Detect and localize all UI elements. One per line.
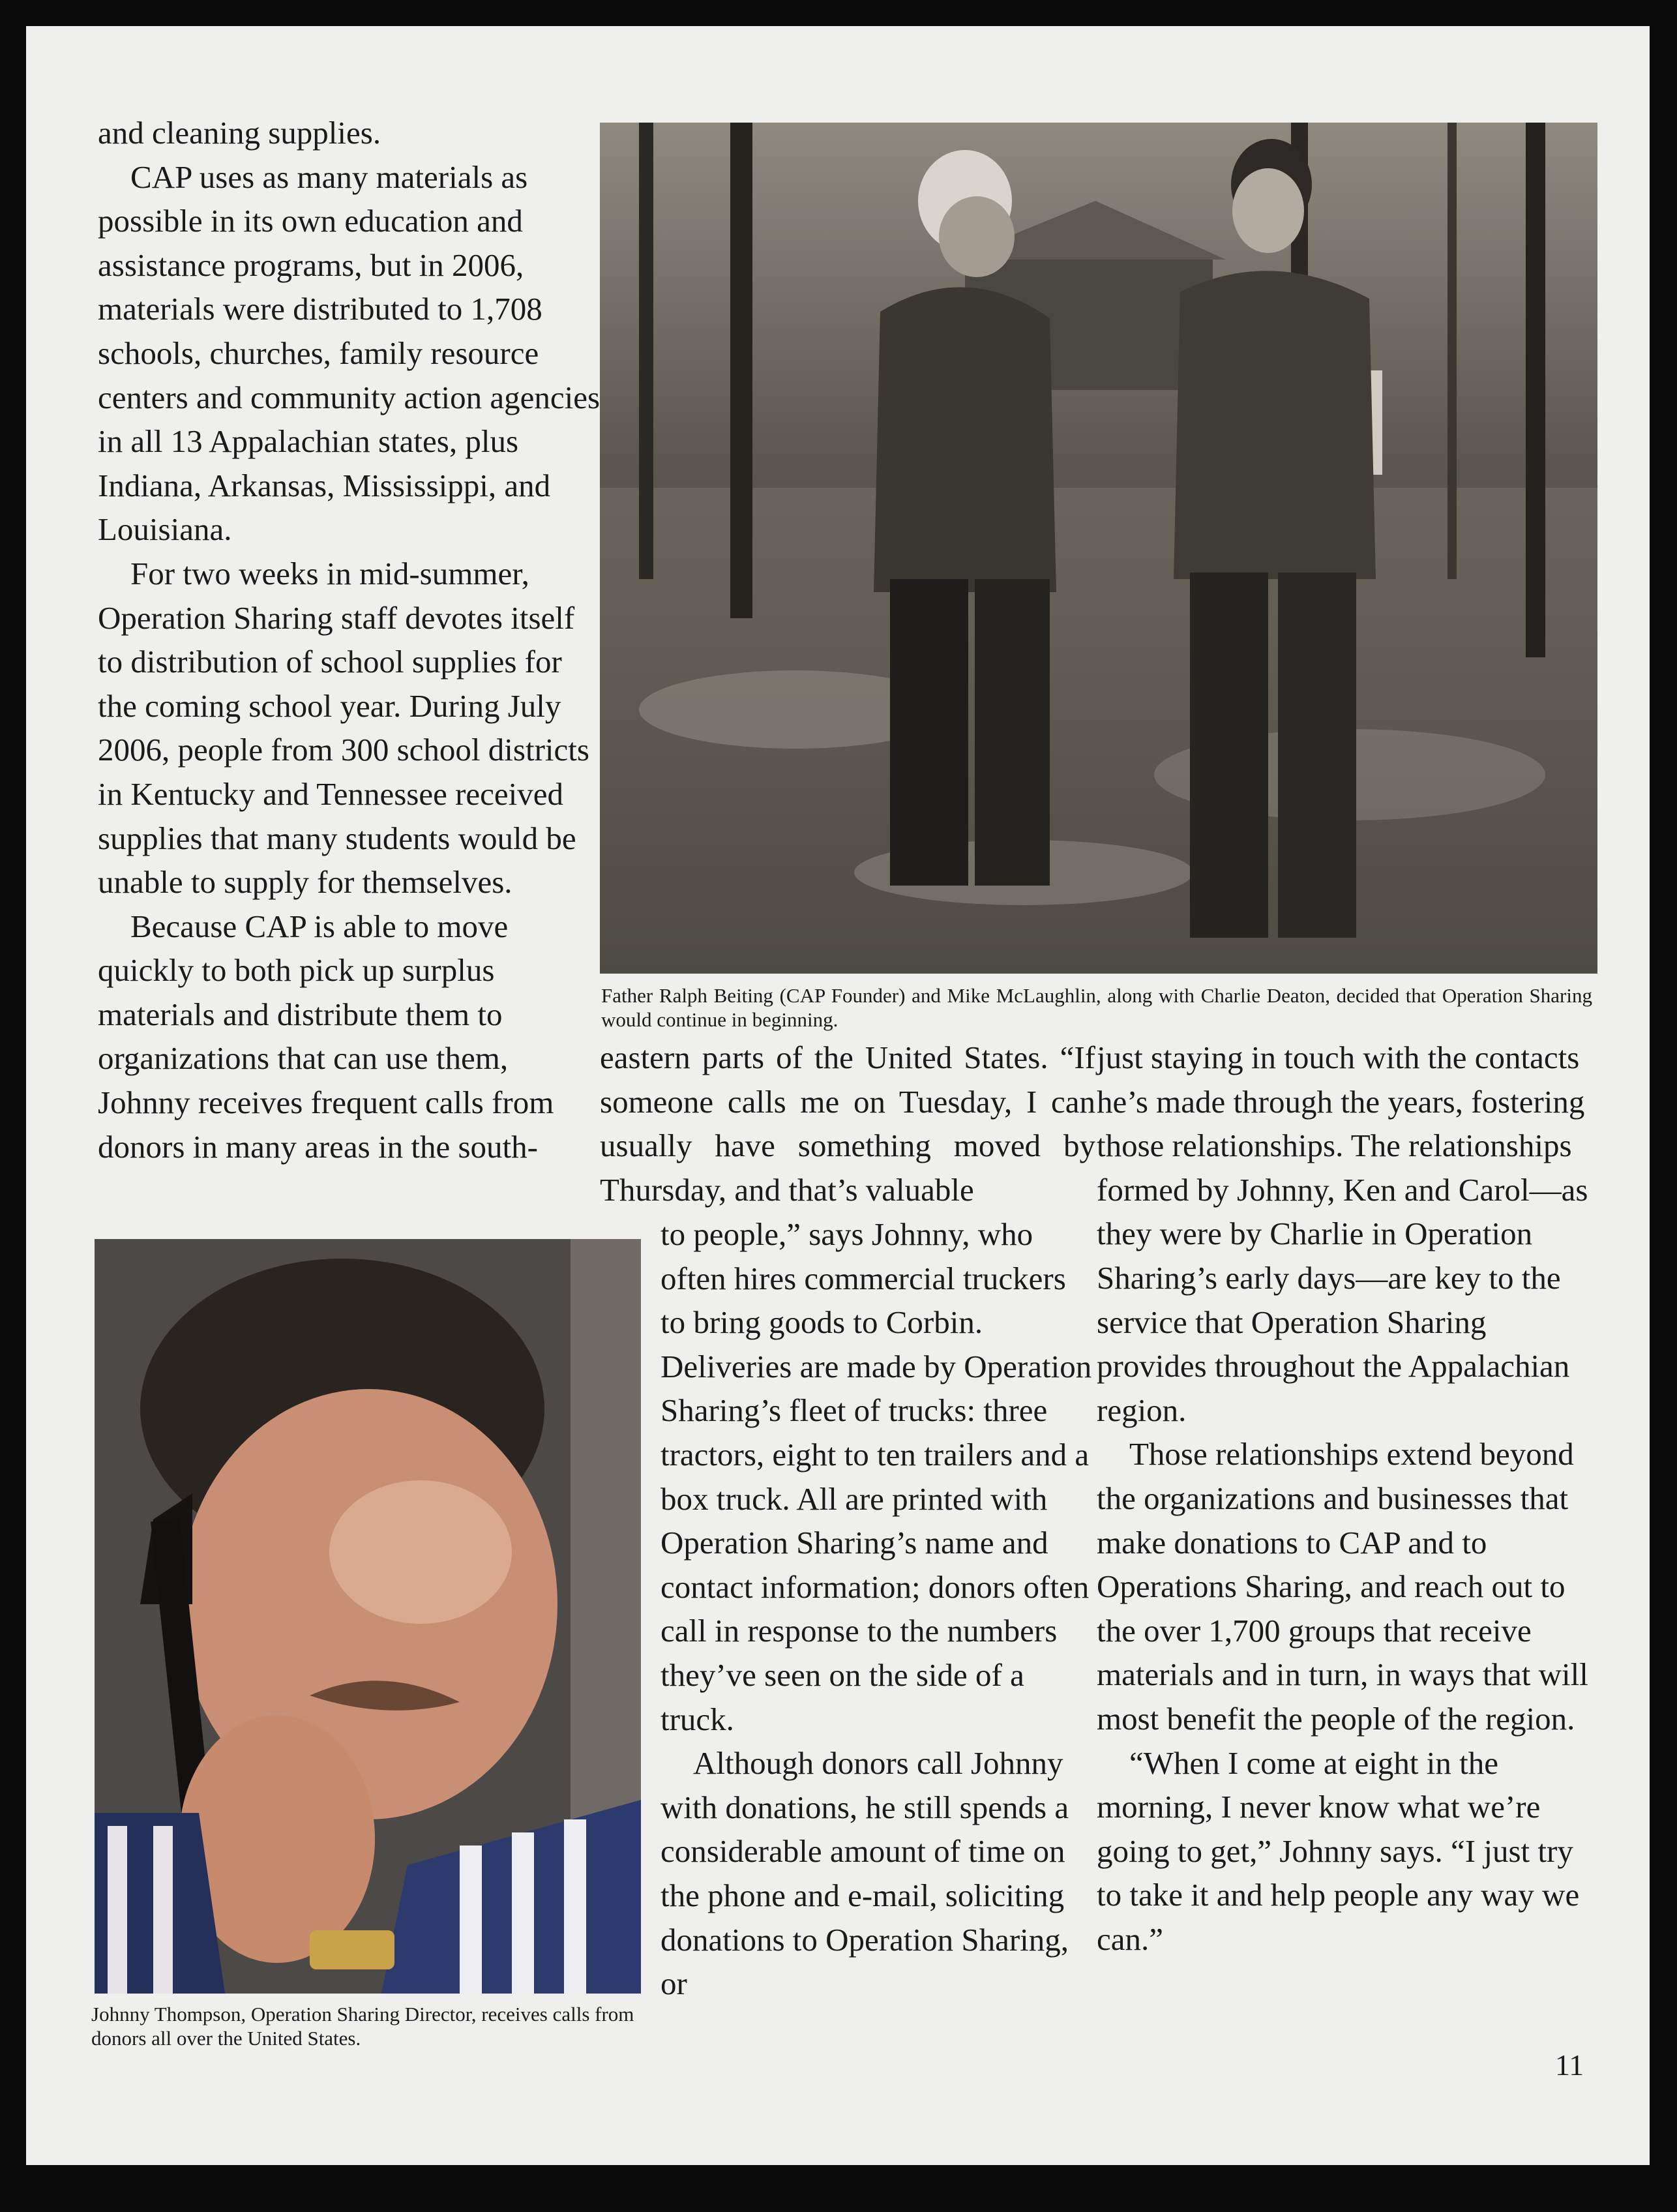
paragraph: Although donors call Johnny with donations, he still spends a considerable amount of time on the phone and e-mail, soliciting donations to Operation Sharing, or <box>660 1745 1069 2002</box>
photo-caption-bottom: Johnny Thompson, Operation Sharing Director, receives calls from donors all over the United States. <box>91 2003 634 2050</box>
paragraph: For two weeks in mid-summer, Operation Sharing staff devotes itself to distribution of school supplies for the coming school year. During July 2006, people from 300 school districts in Kentucky and Tennessee received supplies that many students would be unable to supply for themselves. <box>98 555 589 901</box>
paragraph: and cleaning supplies. <box>98 115 381 151</box>
column-left <box>98 111 603 1169</box>
page-number: 11 <box>1555 2048 1584 2082</box>
column-middle-top: eastern parts of the United States. “If someone calls me on Tuesday, I can usually have something moved by Thursday, and that’s valuable <box>600 1039 1095 1208</box>
paragraph: just staying in touch with the contacts he’s made through the years, fostering those relationships. The relationships formed by Johnny, Ken and Carol—as they were by Charlie in Operation Sharing’s early days—are key to the service that Operation Sharing provides throughout the Appalachian region. <box>1097 1039 1588 1428</box>
column-right <box>1097 1036 1599 1961</box>
magazine-page <box>26 26 1650 2165</box>
photo-johnny-on-phone <box>95 1239 641 1994</box>
paragraph: Because CAP is able to move quickly to both pick up surplus materials and distribute them to organizations that can use them, Johnny receives frequent calls from donors in many areas in the south- <box>98 908 554 1165</box>
column-middle <box>660 1212 1095 2006</box>
photo-caption-top: Father Ralph Beiting (CAP Founder) and Mike McLaughlin, along with Charlie Deaton, decided that Operation Sharing would continue in beginning. <box>601 984 1592 1031</box>
paragraph: to people,” says Johnny, who often hires commercial truckers to bring goods to Corbin. Deliveries are made by Operation Sharing’s fleet of trucks: three tractors, eight to ten trailers and a box truck. All are printed with Operation Sharing’s name and contact information; donors often call in response to the numbers they’ve seen on the side of a truck. <box>660 1216 1092 1737</box>
paragraph: CAP uses as many materials as possible in its own education and assistance programs, but in 2006, materials were distributed to 1,708 schools, churches, family resource centers and community action agencies in all 13 Appalachian states, plus Indiana, Arkansas, Mississippi, and Louisiana. <box>98 158 601 548</box>
paragraph: “When I come at eight in the morning, I never know what we’re going to get,” Johnny says. “I just try to take it and help people any way we can.” <box>1097 1744 1580 1957</box>
photo-two-men-talking <box>600 123 1597 974</box>
paragraph: Those relationships extend beyond the organizations and businesses that make donations to CAP and to Operations Sharing, and reach out to the over 1,700 groups that receive materials and in turn, in ways that will most benefit the people of the region. <box>1097 1436 1588 1737</box>
